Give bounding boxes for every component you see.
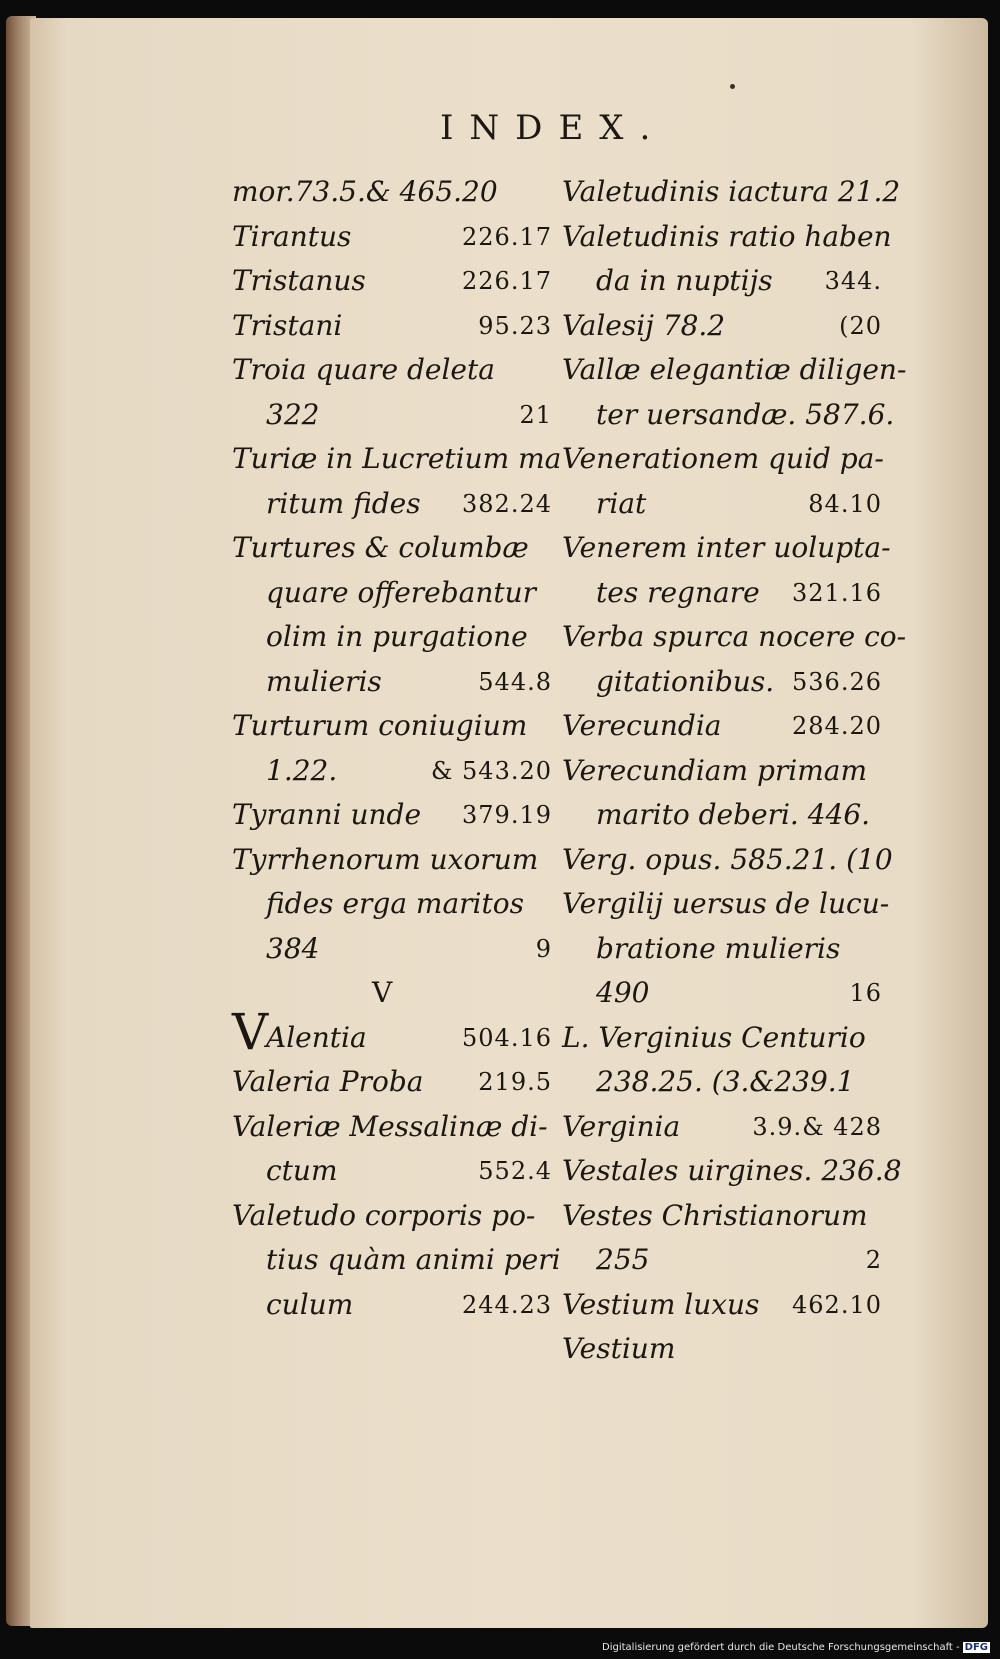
- index-entry-text: riat: [596, 486, 647, 520]
- index-entry-page-ref: 344.: [824, 267, 882, 295]
- index-entry-page-ref: 219.5: [478, 1068, 552, 1096]
- index-entry-text: 490: [596, 976, 650, 1009]
- index-entry-text: Verg. opus. 585.21. (10: [562, 842, 893, 876]
- index-entry-text: 1.22.: [266, 753, 338, 787]
- index-entry-page-ref: 504.16: [462, 1023, 552, 1052]
- index-entry-text: Vallæ elegantiæ diligen-: [562, 353, 907, 386]
- right-column: [562, 170, 907, 1372]
- index-entry-text: Turtures & columbæ: [232, 531, 529, 564]
- index-entry-text: bratione mulieris: [596, 931, 841, 965]
- index-entry-text: Vestales uirgines. 236.8: [562, 1154, 902, 1187]
- index-line: [232, 1194, 552, 1239]
- index-entry-text: Tyrrhenorum uxorum: [232, 842, 539, 876]
- index-entry-page-ref: 3.9.& 428: [752, 1112, 882, 1141]
- index-line: [232, 348, 552, 393]
- index-entry-page-ref: 462.10: [792, 1290, 882, 1319]
- index-entry-text: ritum fides: [266, 486, 421, 520]
- ink-dot: [730, 84, 735, 89]
- index-line: [232, 838, 552, 883]
- index-line: [232, 437, 562, 482]
- left-column: [232, 170, 562, 1327]
- index-entry-text: Verginia: [562, 1109, 681, 1143]
- index-entry-text: Valeriæ Messalinæ di-: [232, 1109, 548, 1143]
- index-entry-text: Tirantus: [232, 219, 352, 253]
- dfg-logo: DFG: [964, 1642, 988, 1653]
- index-entry-text: tius quàm animi peri: [266, 1243, 561, 1276]
- index-line: [232, 393, 552, 438]
- index-line: [232, 927, 552, 972]
- index-line: [562, 526, 891, 571]
- index-entry-text: Verecundia: [562, 709, 722, 742]
- initial-capital: V: [232, 1002, 269, 1061]
- index-line: [562, 393, 895, 438]
- index-entry-text: ctum: [266, 1154, 338, 1187]
- index-entry-text: da in nuptijs: [596, 264, 773, 297]
- index-entry-text: Venerem inter uolupta-: [562, 531, 891, 564]
- index-line: [562, 571, 882, 616]
- index-line: [562, 259, 882, 304]
- index-entry-text: tes regnare: [596, 575, 760, 609]
- index-line: [232, 971, 552, 1016]
- footer-text: Digitalisierung gefördert durch die Deutsche Forschungsgemeinschaft -: [602, 1642, 960, 1653]
- index-line: [562, 971, 882, 1016]
- index-line: [232, 660, 552, 705]
- index-line: [232, 526, 552, 571]
- index-entry-page-ref: (20: [839, 311, 882, 340]
- index-entry-text: Venerationem quid pa-: [562, 442, 884, 475]
- index-line: [562, 1149, 902, 1194]
- index-line: [562, 749, 882, 794]
- index-line: [562, 1105, 882, 1150]
- index-entry-text: Verecundiam primam: [562, 753, 868, 787]
- index-line: [232, 571, 552, 616]
- index-line: [232, 304, 552, 349]
- index-line: [562, 793, 882, 838]
- index-entry-page-ref: & 543.20: [431, 756, 552, 785]
- index-entry-text: 384: [266, 931, 320, 965]
- index-line: [232, 615, 552, 660]
- index-entry-text: gitationibus.: [596, 664, 775, 698]
- index-line: [562, 927, 882, 972]
- index-entry-text: Valetudinis iactura 21.2: [562, 175, 901, 208]
- section-letter: V: [372, 976, 393, 1009]
- index-line: [562, 437, 882, 482]
- index-entry-text: 322: [266, 397, 320, 431]
- index-line: [562, 1283, 882, 1328]
- index-line: [562, 482, 882, 527]
- index-entry-text: Verba spurca nocere co-: [562, 620, 907, 653]
- index-line: [232, 170, 552, 215]
- index-line: [232, 1238, 561, 1283]
- index-entry-page-ref: 284.20: [792, 712, 882, 740]
- index-entry-text: Vestium: [562, 1332, 676, 1365]
- index-entry-text: Tristanus: [232, 264, 366, 297]
- index-entry-page-ref: 9: [535, 934, 552, 963]
- index-line: [562, 1327, 882, 1372]
- index-line: [232, 704, 552, 749]
- index-entry-text: Tristani: [232, 308, 343, 342]
- index-line: [562, 215, 892, 260]
- index-line: [562, 1060, 882, 1105]
- index-line: [232, 1149, 552, 1194]
- index-entry-text: Valetudinis ratio haben: [562, 219, 892, 253]
- index-entry-text: Tyranni unde: [232, 798, 422, 831]
- index-entry-text: fides erga maritos: [266, 887, 524, 920]
- index-entry-text: Valetudo corporis po-: [232, 1198, 536, 1232]
- index-entry-text: Vestium luxus: [562, 1287, 760, 1321]
- index-line: [562, 838, 893, 883]
- index-entry-text: Turturum coniugium: [232, 709, 528, 742]
- index-entry-page-ref: 379.19: [462, 801, 552, 829]
- index-entry-text: Alentia: [266, 1020, 367, 1054]
- index-line: [562, 660, 882, 705]
- index-entry-page-ref: 16: [849, 979, 882, 1007]
- index-line: [562, 348, 907, 393]
- index-line: [562, 1016, 882, 1061]
- index-line: [232, 749, 552, 794]
- index-entry-page-ref: 226.17: [462, 222, 552, 251]
- index-line: [232, 882, 552, 927]
- index-line: [232, 1002, 552, 1061]
- index-entry-text: ter uersandæ. 587.6.: [596, 397, 895, 431]
- running-head: INDEX.: [440, 108, 667, 148]
- index-entry-page-ref: 321.16: [792, 578, 882, 607]
- index-entry-text: Valeria Proba: [232, 1065, 424, 1098]
- index-entry-text: Turiæ in Lucretium ma: [232, 442, 562, 475]
- footer: [602, 1642, 990, 1653]
- index-line: [232, 215, 552, 260]
- index-entry-text: quare offerebantur: [266, 575, 537, 609]
- index-entry-text: 238.25. (3.&239.1: [596, 1065, 855, 1098]
- index-entry-text: olim in purgatione: [266, 620, 528, 653]
- index-line: [562, 615, 907, 660]
- index-entry-page-ref: 536.26: [792, 667, 882, 696]
- index-entry-text: 255: [596, 1243, 650, 1276]
- index-entry-page-ref: 226.17: [462, 267, 552, 295]
- index-entry-page-ref: 244.23: [462, 1290, 552, 1319]
- index-line: [232, 793, 552, 838]
- index-line: [562, 304, 882, 349]
- index-entry-page-ref: 552.4: [478, 1157, 552, 1185]
- index-entry-text: culum: [266, 1287, 354, 1321]
- index-entry-text: Valesij 78.2: [562, 308, 726, 342]
- index-entry-page-ref: 95.23: [478, 311, 552, 340]
- index-line: [232, 1283, 552, 1328]
- index-line: [232, 1105, 552, 1150]
- index-line: [562, 170, 901, 215]
- index-line: [562, 1238, 882, 1283]
- index-line: [232, 482, 552, 527]
- index-entry-text: mor.73.5.& 465.20: [232, 175, 498, 208]
- index-entry-page-ref: 21: [519, 400, 552, 429]
- index-entry-text: L. Verginius Centurio: [562, 1020, 866, 1054]
- index-entry-page-ref: 382.24: [462, 489, 552, 518]
- index-entry-page-ref: 84.10: [808, 489, 882, 518]
- index-entry-text: marito deberi. 446.: [596, 798, 871, 831]
- index-entry-page-ref: 544.8: [478, 667, 552, 696]
- index-entry-text: Vergilij uersus de lucu-: [562, 887, 890, 920]
- index-entry-text: Troia quare deleta: [232, 353, 495, 386]
- index-line: [562, 882, 890, 927]
- index-line: [232, 259, 552, 304]
- index-line: [562, 1194, 882, 1239]
- index-entry-text: Vestes Christianorum: [562, 1198, 868, 1232]
- index-line: [232, 1060, 552, 1105]
- index-entry-text: mulieris: [266, 664, 382, 698]
- index-entry-page-ref: 2: [865, 1246, 882, 1274]
- index-line: [562, 704, 882, 749]
